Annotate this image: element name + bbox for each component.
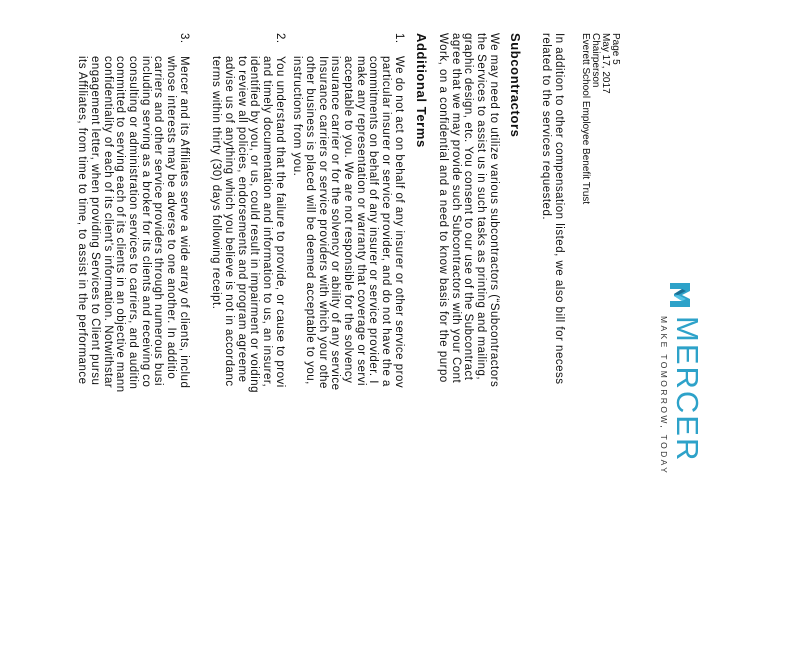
term-1-line: commitments on behalf of any insurer or service provider. I bbox=[367, 56, 379, 384]
term-3-line: including serving as a broker for its clients and receiving co bbox=[140, 56, 152, 388]
term-1-line: particular insurer or service provider, and do not have the a bbox=[380, 56, 392, 387]
subcontractors-line: Work, on a confidential and a need to know basis for the purpo bbox=[437, 33, 449, 383]
term-number: 3. bbox=[178, 33, 190, 44]
intro-line: In addition to other compensation listed, we also bill for necess bbox=[553, 33, 565, 385]
term-3-line: its Affiliates, from time to time, to assist in the performance bbox=[76, 56, 88, 385]
term-1-line: Insurance carriers or service providers with which your othe bbox=[317, 56, 329, 389]
term-3-line: confidentiality of each of its client’s information. Notwithstar bbox=[102, 56, 114, 389]
logo-tagline: MAKE TOMORROW, TODAY bbox=[659, 316, 669, 476]
intro-line: related to the services requested. bbox=[540, 33, 552, 221]
term-2-line: terms within thirty (30) days following receipt. bbox=[210, 56, 222, 310]
term-1-line: make any representation or warranty that coverage or servi bbox=[355, 56, 367, 387]
term-2-line: You understand that the failure to provide, or cause to provi bbox=[274, 56, 286, 388]
logo-text bbox=[658, 316, 705, 476]
term-3-line: carriers and other service providers through numerous busi bbox=[152, 56, 164, 387]
term-1-line: insurance carrier or for the solvency or ability of any service bbox=[329, 56, 341, 391]
subcontractors-line: agree that we may provide such Subcontractors with your Cont bbox=[450, 33, 462, 384]
page-number: Page 5 bbox=[610, 33, 621, 65]
term-2-line: advise us of anything which you believe is not in accordanc bbox=[223, 56, 235, 387]
term-2-line: and timely documentation and information to us, an insurer, bbox=[261, 56, 273, 388]
letter-header bbox=[580, 33, 620, 204]
term-3-line: consulting or administration services to carriers, and auditin bbox=[127, 56, 139, 390]
letter-date: May 17, 2017 bbox=[600, 33, 611, 94]
term-3-line: committed to serving each of its clients in an objective mann bbox=[114, 56, 126, 393]
subcontractors-line: the Services to assist us in such tasks as printing and mailing, bbox=[475, 33, 487, 381]
term-2-line: identified by you, or us, could result in impairment or voiding bbox=[248, 56, 260, 394]
subcontractors-heading: Subcontractors bbox=[508, 33, 523, 138]
recipient-organization: Everett School Employee Benefit Trust bbox=[580, 33, 591, 205]
term-number: 1. bbox=[393, 33, 405, 44]
recipient-title: Chairperson bbox=[590, 33, 601, 88]
term-1-line: other business is placed will be deemed acceptable to you, bbox=[304, 56, 316, 385]
term-3-line: Mercer and its Affiliates serve a wide array of clients, includ bbox=[178, 56, 190, 389]
logo-wordmark: MERCER bbox=[670, 316, 705, 463]
term-1-line: instructions from you. bbox=[291, 56, 303, 177]
mercer-logo bbox=[658, 282, 705, 476]
subcontractors-line: graphic design, etc. You consent to our use of the Subcontract bbox=[462, 33, 474, 381]
subcontractors-line: We may need to utilize various subcontractors (“Subcontractors bbox=[488, 33, 500, 388]
term-3-line: engagement letter, when providing Services to Client pursu bbox=[89, 56, 101, 386]
term-number: 2. bbox=[274, 33, 286, 44]
term-1-line: acceptable to you. We are not responsible for the solvency bbox=[342, 56, 354, 384]
mercer-logo-mark-icon bbox=[667, 282, 693, 308]
term-1-line: We do not act on behalf of any insurer or other service prov bbox=[393, 56, 405, 389]
term-3-line: whose interests may be adverse to one another. In additio bbox=[165, 56, 177, 380]
additional-terms-heading: Additional Terms bbox=[414, 33, 429, 148]
term-2-line: to review all policies, endorsements and program agreeme bbox=[236, 56, 248, 383]
